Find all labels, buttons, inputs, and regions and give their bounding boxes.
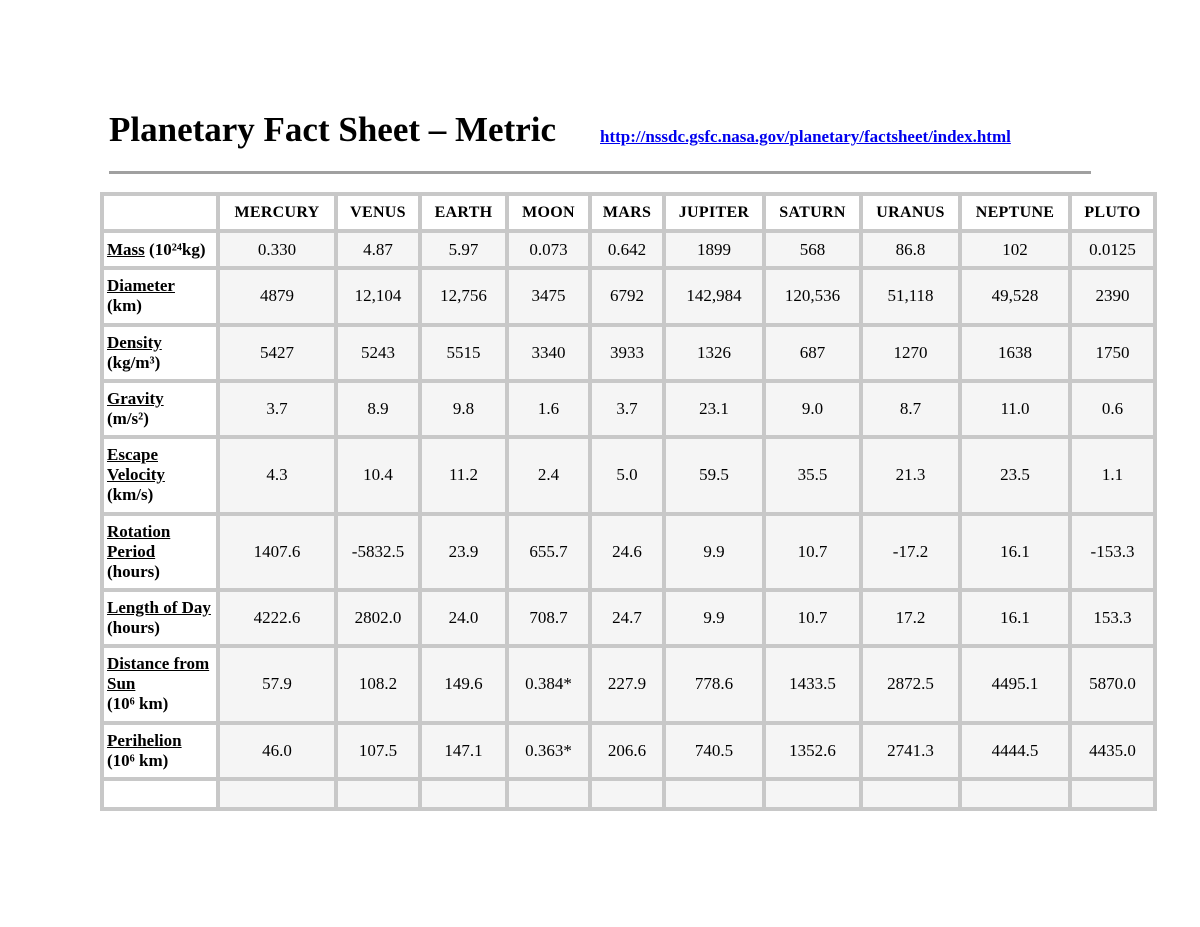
table-row bbox=[104, 725, 1153, 777]
header-row bbox=[104, 196, 1153, 229]
empty-cell bbox=[592, 781, 662, 807]
value-cell: 142,984 bbox=[666, 270, 762, 322]
value-cell: 687 bbox=[766, 327, 859, 379]
value-cell: 1270 bbox=[863, 327, 958, 379]
value-cell: 9.8 bbox=[422, 383, 505, 435]
row-label bbox=[104, 327, 216, 379]
corner-cell bbox=[104, 196, 216, 229]
value-cell: 4.3 bbox=[220, 439, 334, 511]
value-cell: 1326 bbox=[666, 327, 762, 379]
value-cell: 24.0 bbox=[422, 592, 505, 644]
value-cell: 2872.5 bbox=[863, 648, 958, 720]
value-cell: 655.7 bbox=[509, 516, 588, 588]
row-label-unit: (km) bbox=[107, 296, 142, 316]
row-label-name: Diameter bbox=[107, 276, 175, 296]
row-label bbox=[104, 725, 216, 777]
value-cell: 102 bbox=[962, 233, 1068, 266]
value-cell: 12,756 bbox=[422, 270, 505, 322]
row-label-name: Gravity bbox=[107, 389, 164, 408]
value-cell: 1352.6 bbox=[766, 725, 859, 777]
value-cell: 149.6 bbox=[422, 648, 505, 720]
value-cell: 10.7 bbox=[766, 592, 859, 644]
value-cell: 0.363* bbox=[509, 725, 588, 777]
row-label-unit: (10⁶ km) bbox=[107, 694, 169, 714]
row-label bbox=[104, 439, 216, 511]
empty-cell bbox=[863, 781, 958, 807]
row-label-unit: (hours) bbox=[107, 618, 160, 638]
table-row bbox=[104, 270, 1153, 322]
value-cell: 23.9 bbox=[422, 516, 505, 588]
value-cell: 108.2 bbox=[338, 648, 418, 720]
column-header: JUPITER bbox=[666, 196, 762, 229]
value-cell: 4.87 bbox=[338, 233, 418, 266]
value-cell: 2.4 bbox=[509, 439, 588, 511]
row-label bbox=[104, 270, 216, 322]
value-cell: 0.330 bbox=[220, 233, 334, 266]
value-cell: 24.7 bbox=[592, 592, 662, 644]
value-cell: 86.8 bbox=[863, 233, 958, 266]
horizontal-rule bbox=[109, 171, 1091, 174]
value-cell: 46.0 bbox=[220, 725, 334, 777]
value-cell: 153.3 bbox=[1072, 592, 1153, 644]
value-cell: 1638 bbox=[962, 327, 1068, 379]
value-cell: 10.7 bbox=[766, 516, 859, 588]
planetary-fact-table bbox=[100, 192, 1157, 811]
empty-cell bbox=[1072, 781, 1153, 807]
value-cell: 5.0 bbox=[592, 439, 662, 511]
value-cell: 1407.6 bbox=[220, 516, 334, 588]
table-row bbox=[104, 516, 1153, 588]
value-cell: 5870.0 bbox=[1072, 648, 1153, 720]
row-label bbox=[104, 383, 216, 435]
page-title: Planetary Fact Sheet – Metric bbox=[109, 110, 557, 149]
value-cell: -5832.5 bbox=[338, 516, 418, 588]
value-cell: 9.9 bbox=[666, 592, 762, 644]
value-cell: 59.5 bbox=[666, 439, 762, 511]
value-cell: 4495.1 bbox=[962, 648, 1068, 720]
value-cell: 51,118 bbox=[863, 270, 958, 322]
row-label-unit: (10⁶ km) bbox=[107, 750, 169, 770]
value-cell: 107.5 bbox=[338, 725, 418, 777]
empty-cell bbox=[220, 781, 334, 807]
row-label-unit: (kg/m³) bbox=[107, 352, 161, 372]
row-label-name: Escape Velocity bbox=[107, 445, 165, 485]
value-cell: 8.7 bbox=[863, 383, 958, 435]
row-label-unit: (m/s²) bbox=[107, 409, 149, 428]
value-cell: 16.1 bbox=[962, 516, 1068, 588]
value-cell: 708.7 bbox=[509, 592, 588, 644]
table-row bbox=[104, 648, 1153, 720]
column-header: PLUTO bbox=[1072, 196, 1153, 229]
value-cell: 0.642 bbox=[592, 233, 662, 266]
value-cell: 24.6 bbox=[592, 516, 662, 588]
value-cell: 21.3 bbox=[863, 439, 958, 511]
value-cell: 227.9 bbox=[592, 648, 662, 720]
value-cell: 0.384* bbox=[509, 648, 588, 720]
value-cell: 4222.6 bbox=[220, 592, 334, 644]
row-label-name: Perihelion bbox=[107, 730, 182, 750]
row-label-name: Mass bbox=[107, 239, 145, 259]
value-cell: 10.4 bbox=[338, 439, 418, 511]
row-label-unit: (10²⁴kg) bbox=[144, 239, 206, 259]
value-cell: 8.9 bbox=[338, 383, 418, 435]
table-row bbox=[104, 592, 1153, 644]
value-cell: 5243 bbox=[338, 327, 418, 379]
empty-cell bbox=[666, 781, 762, 807]
column-header: MARS bbox=[592, 196, 662, 229]
value-cell: 9.0 bbox=[766, 383, 859, 435]
value-cell: 9.9 bbox=[666, 516, 762, 588]
value-cell: -153.3 bbox=[1072, 516, 1153, 588]
value-cell: 57.9 bbox=[220, 648, 334, 720]
value-cell: 6792 bbox=[592, 270, 662, 322]
row-label-name: Distance from Sun bbox=[107, 654, 210, 694]
value-cell: 4435.0 bbox=[1072, 725, 1153, 777]
value-cell: -17.2 bbox=[863, 516, 958, 588]
column-header: URANUS bbox=[863, 196, 958, 229]
value-cell: 16.1 bbox=[962, 592, 1068, 644]
empty-cell bbox=[962, 781, 1068, 807]
value-cell: 3.7 bbox=[220, 383, 334, 435]
value-cell: 23.1 bbox=[666, 383, 762, 435]
table-row bbox=[104, 383, 1153, 435]
value-cell: 568 bbox=[766, 233, 859, 266]
empty-cell bbox=[509, 781, 588, 807]
row-label bbox=[104, 233, 216, 266]
value-cell: 11.0 bbox=[962, 383, 1068, 435]
value-cell: 2802.0 bbox=[338, 592, 418, 644]
empty-cell bbox=[104, 781, 216, 807]
empty-cell bbox=[766, 781, 859, 807]
column-header: EARTH bbox=[422, 196, 505, 229]
column-header: VENUS bbox=[338, 196, 418, 229]
value-cell: 35.5 bbox=[766, 439, 859, 511]
value-cell: 2741.3 bbox=[863, 725, 958, 777]
value-cell: 778.6 bbox=[666, 648, 762, 720]
empty-row bbox=[104, 781, 1153, 807]
row-label bbox=[104, 648, 216, 720]
value-cell: 5515 bbox=[422, 327, 505, 379]
table-row bbox=[104, 439, 1153, 511]
row-label-name: Length of Day bbox=[107, 598, 211, 618]
column-header: NEPTUNE bbox=[962, 196, 1068, 229]
value-cell: 23.5 bbox=[962, 439, 1068, 511]
value-cell: 5427 bbox=[220, 327, 334, 379]
row-label-name: Density bbox=[107, 332, 162, 352]
value-cell: 1433.5 bbox=[766, 648, 859, 720]
row-label bbox=[104, 516, 216, 588]
value-cell: 4879 bbox=[220, 270, 334, 322]
column-header: MERCURY bbox=[220, 196, 334, 229]
row-label-unit: (hours) bbox=[107, 561, 160, 581]
empty-cell bbox=[422, 781, 505, 807]
value-cell: 0.0125 bbox=[1072, 233, 1153, 266]
table-row bbox=[104, 327, 1153, 379]
value-cell: 0.6 bbox=[1072, 383, 1153, 435]
value-cell: 1.6 bbox=[509, 383, 588, 435]
value-cell: 11.2 bbox=[422, 439, 505, 511]
empty-cell bbox=[338, 781, 418, 807]
row-label-name: Rotation Period bbox=[107, 521, 171, 561]
value-cell: 740.5 bbox=[666, 725, 762, 777]
row-label-unit: (km/s) bbox=[107, 485, 154, 505]
value-cell: 49,528 bbox=[962, 270, 1068, 322]
value-cell: 1.1 bbox=[1072, 439, 1153, 511]
value-cell: 4444.5 bbox=[962, 725, 1068, 777]
value-cell: 1750 bbox=[1072, 327, 1153, 379]
value-cell: 5.97 bbox=[422, 233, 505, 266]
column-header: SATURN bbox=[766, 196, 859, 229]
table-row bbox=[104, 233, 1153, 266]
value-cell: 147.1 bbox=[422, 725, 505, 777]
value-cell: 0.073 bbox=[509, 233, 588, 266]
value-cell: 12,104 bbox=[338, 270, 418, 322]
row-label bbox=[104, 592, 216, 644]
value-cell: 3933 bbox=[592, 327, 662, 379]
value-cell: 1899 bbox=[666, 233, 762, 266]
value-cell: 3340 bbox=[509, 327, 588, 379]
value-cell: 3475 bbox=[509, 270, 588, 322]
column-header: MOON bbox=[509, 196, 588, 229]
value-cell: 2390 bbox=[1072, 270, 1153, 322]
value-cell: 120,536 bbox=[766, 270, 859, 322]
value-cell: 206.6 bbox=[592, 725, 662, 777]
value-cell: 3.7 bbox=[592, 383, 662, 435]
factsheet-link[interactable]: http://nssdc.gsfc.nasa.gov/planetary/factsheet/index.html bbox=[600, 127, 1011, 146]
value-cell: 17.2 bbox=[863, 592, 958, 644]
